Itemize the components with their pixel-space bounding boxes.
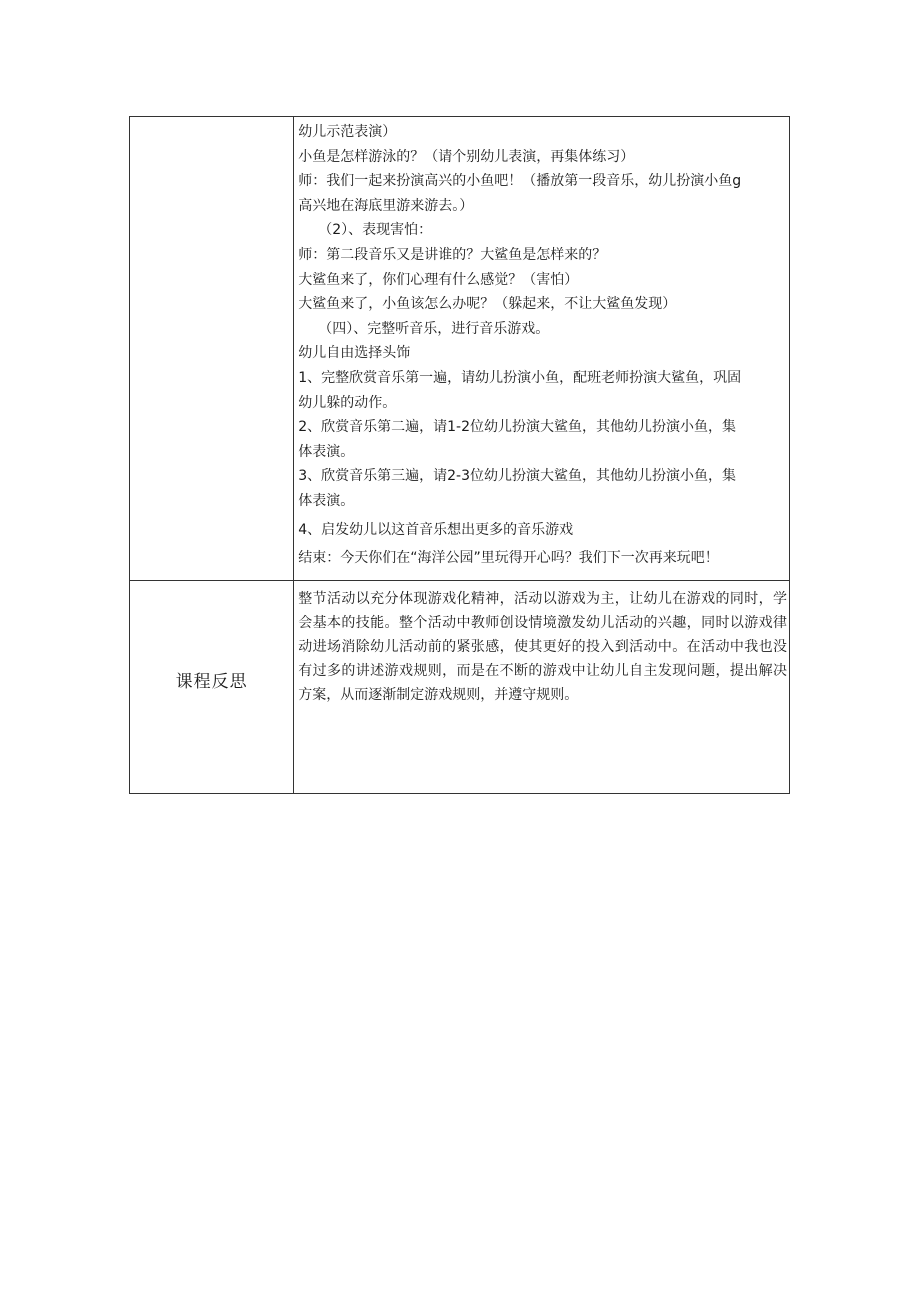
process-line: 幼儿自由选择头饰 <box>298 345 411 362</box>
process-conclusion: 结束：今天你们在“海洋公园”里玩得开心吗？我们下一次再来玩吧！ <box>298 550 719 567</box>
process-line: 3、欣赏音乐第三遍，请2-3位幼儿扮演大鲨鱼，其他幼儿扮演小鱼，集 <box>298 468 737 485</box>
process-line: 1、完整欣赏音乐第一遍，请幼儿扮演小鱼，配班老师扮演大鲨鱼，巩固 <box>298 369 742 386</box>
process-label-cell <box>130 117 294 581</box>
process-line: 体表演。 <box>298 443 355 460</box>
process-line: 4、启发幼儿以这首音乐想出更多的音乐游戏 <box>298 521 574 538</box>
process-line: 小鱼是怎样游泳的？（请个别幼儿表演，再集体练习） <box>298 148 635 165</box>
process-line: 2、欣赏音乐第二遍，请1-2位幼儿扮演大鲨鱼，其他幼儿扮演小鱼，集 <box>298 419 737 436</box>
process-line: 幼儿躲的动作。 <box>298 394 397 411</box>
process-line: 大鲨鱼来了，小鱼该怎么办呢？（躲起来，不让大鲨鱼发现） <box>298 296 677 313</box>
course-reflection-row <box>130 581 790 794</box>
process-line: 幼儿示范表演） <box>298 124 397 140</box>
reflection-label-cell <box>130 581 294 794</box>
process-content-cell <box>294 117 790 581</box>
process-line: 师：我们一起来扮演高兴的小鱼吧！（播放第一段音乐，幼儿扮演小鱼g <box>298 173 742 190</box>
process-line: 大鲨鱼来了，你们心理有什么感觉？（害怕） <box>298 271 579 288</box>
reflection-text: 整节活动以充分体现游戏化精神，活动以游戏为主，让幼儿在游戏的同时，学会基本的技能。整个活动中教师创设情境激发幼儿活动的兴趣，同时以游戏律动进场消除幼儿活动前的紧张感，使其更好的投入到活动中。在活动中我也没有过多的讲述游戏规则，而是在不断的游戏中让幼儿自主发现问题，提出解决方案，从而逐渐制定游戏规则，并遵守规则。 <box>298 591 787 703</box>
activity-process-row <box>130 117 790 581</box>
process-line: 体表演。 <box>298 492 355 509</box>
process-subheading: （四）、完整听音乐，进行音乐游戏。 <box>318 320 550 337</box>
reflection-label: 课程反思 <box>175 671 248 692</box>
process-line: 师：第二段音乐又是讲谁的？大鲨鱼是怎样来的？ <box>298 246 607 263</box>
process-subheading: （2）、表现害怕： <box>318 222 433 239</box>
process-line: 高兴地在海底里游来游去。） <box>298 197 474 214</box>
lesson-plan-table <box>129 116 790 794</box>
reflection-content-cell <box>294 581 790 794</box>
